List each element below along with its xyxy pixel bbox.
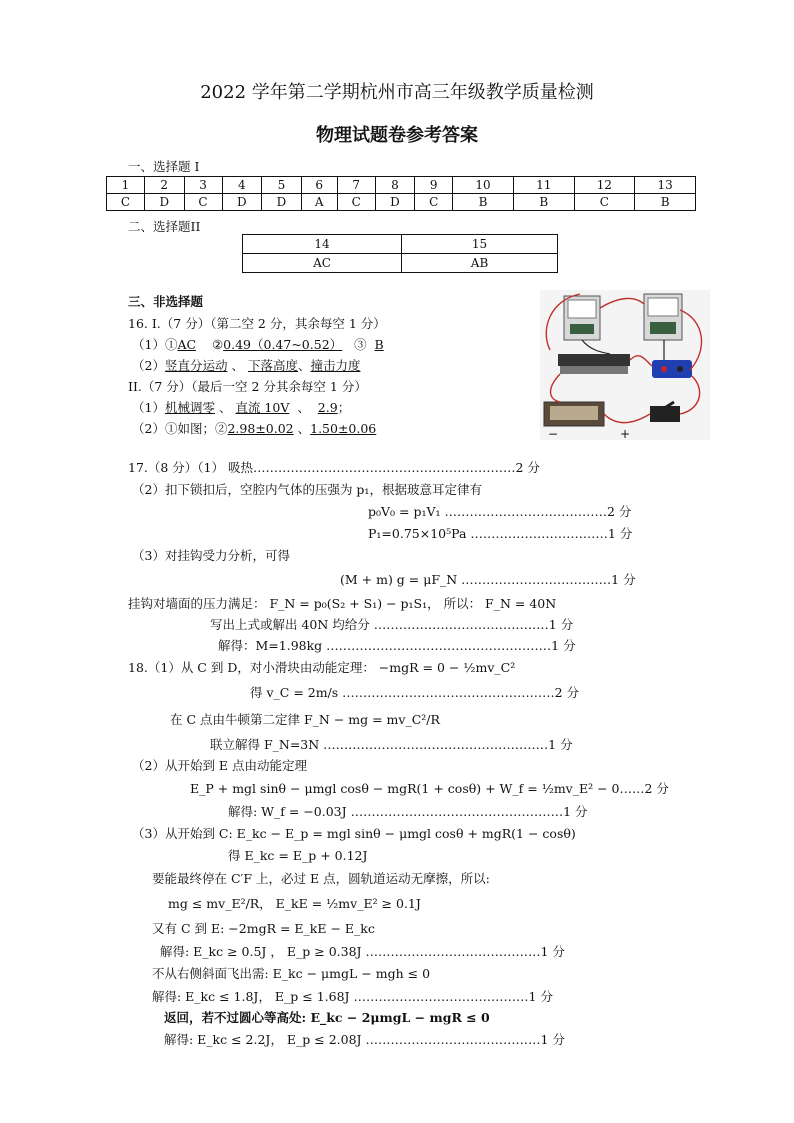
q16-line-2 (132, 335, 384, 353)
answer: 撞击力度 (310, 358, 361, 373)
q18-line-5: （2）从开始到 E 点由动能定理 (132, 758, 308, 773)
answer: AC (177, 337, 197, 352)
table-cell: 3 (184, 177, 222, 194)
q17-line-7: 挂钩对墙面的压力满足： F_N = p₀(S₂ + S₁) − p₁S₁， 所以： F_N = 40N (128, 596, 557, 611)
answer: 竖直分运动 (164, 358, 228, 373)
answer: 2.9 (317, 400, 338, 415)
answer: 下落高度 (247, 358, 298, 373)
table-cell: 6 (301, 177, 337, 194)
page-title: 2022 学年第二学期杭州市高三年级教学质量检测 (200, 82, 594, 103)
section-1-heading: 一、选择题 I (128, 159, 200, 174)
q18-line-9: 得 E_kc = E_p + 0.12J (228, 848, 368, 863)
table-cell: 15 (402, 235, 558, 254)
text: （2）① (132, 421, 178, 436)
q17-line-9: 解得：M=1.98kg ………………………………………………1 分 (218, 638, 576, 653)
q18-line-11: mg ≤ mv_E²/R， E_kE = ½mv_E² ≥ 0.1J (168, 896, 421, 911)
table-cell: 13 (635, 177, 696, 194)
answer: 机械调零 (164, 400, 215, 415)
q17-line-5: （3）对挂钩受力分析，可得 (132, 548, 290, 563)
table-cell: AB (402, 254, 558, 273)
circuit-photo (540, 290, 710, 440)
text: ；② (202, 421, 228, 436)
section-2-heading: 二、选择题II (128, 219, 201, 234)
table-cell: 2 (144, 177, 184, 194)
table-cell: 11 (513, 177, 574, 194)
table-row-answers (107, 194, 696, 211)
table-cell: C (337, 194, 375, 211)
table-cell: D (262, 194, 302, 211)
minus-label: − (548, 427, 559, 440)
page-subtitle: 物理试题卷参考答案 (316, 125, 478, 146)
text: 、 (297, 358, 311, 373)
q17-line-2: （2）扣下锁扣后，空腔内气体的压强为 p₁，根据玻意耳定律有 (132, 482, 482, 497)
table-cell: 10 (453, 177, 514, 194)
q17-line-4: P₁=0.75×10⁵Pa ……………………………1 分 (368, 526, 633, 541)
q17-line-3: p₀V₀ = p₁V₁ …………………………………2 分 (368, 504, 632, 519)
table-cell: AC (243, 254, 402, 273)
q16-line-6 (132, 419, 376, 437)
table-cell: C (574, 194, 635, 211)
table-cell: B (453, 194, 514, 211)
q18-line-4: 联立解得 F_N=3N ………………………………………………1 分 (210, 737, 573, 752)
q18-line-8: （3）从开始到 C: E_kc − E_p = mgl sinθ − μmgl cosθ + mgR(1 − cosθ) (132, 826, 576, 841)
q16-line-4: II.（7 分）（最后一空 2 分其余每空 1 分） (128, 379, 367, 394)
q18-line-12: 又有 C 到 E: −2mgR = E_kE − E_kc (152, 921, 375, 936)
table-row-numbers (107, 177, 696, 194)
table-cell: C (184, 194, 222, 211)
q18-line-13: 解得: E_kc ≥ 0.5J ， E_p ≥ 0.38J ……………………………………1 分 (160, 944, 565, 959)
table-row-answers (243, 254, 558, 273)
answer: 1.50±0.06 (310, 421, 377, 436)
table-cell: 12 (574, 177, 635, 194)
text: （1）① (132, 337, 178, 352)
answer: 0.49（0.47~0.52） (223, 337, 343, 352)
q18-line-6: E_P + mgl sinθ − μmgl cosθ − mgR(1 + cosθ) + W_f = ½mv_E² − 0……2 分 (190, 781, 669, 796)
text: ② (211, 337, 224, 352)
table-cell: D (222, 194, 262, 211)
q18-line-14: 不从右侧斜面飞出需: E_kc − μmgL − mgh ≤ 0 (152, 966, 431, 981)
table-cell: C (107, 194, 145, 211)
table-row-numbers (243, 235, 558, 254)
plus-label: + (620, 427, 631, 440)
table-cell: D (144, 194, 184, 211)
q16-line-3 (132, 356, 361, 374)
table-cell: 1 (107, 177, 145, 194)
text: 、 (297, 400, 310, 415)
q18-line-16: 返回，若不过圆心等高处: E_kc − 2μmgL − mgR ≤ 0 (164, 1010, 490, 1025)
table-cell: C (415, 194, 453, 211)
q16-line-5 (132, 398, 350, 416)
text: 如图 (177, 421, 203, 436)
text: ； (337, 400, 351, 415)
answer: B (374, 337, 384, 352)
answer-table-2 (242, 234, 558, 273)
text: 、 (218, 400, 232, 415)
q18-line-3: 在 C 点由牛顿第二定律 F_N − mg = mv_C²/R (170, 712, 440, 727)
table-cell: 5 (262, 177, 302, 194)
q18-line-10: 要能最终停在 C′F 上，必过 E 点，圆轨道运动无摩擦，所以: (152, 871, 490, 886)
q17-line-8: 写出上式或解出 40N 均给分 ……………………………………1 分 (210, 617, 574, 632)
q18-line-7: 解得: W_f = −0.03J ……………………………………………1 分 (228, 804, 588, 819)
answer: 直流 10V (235, 400, 290, 415)
text: 、 (231, 358, 244, 373)
q17-line-1: 17.（8 分）（1） 吸热………………………………………………………2 分 (128, 460, 540, 475)
text: 、 (297, 421, 311, 436)
q18-line-15: 解得: E_kc ≤ 1.8J， E_p ≤ 1.68J ……………………………………1 分 (152, 989, 553, 1004)
table-cell: 7 (337, 177, 375, 194)
section-3-heading: 三、非选择题 (128, 294, 204, 309)
q18-line-2: 得 v_C = 2m/s ……………………………………………2 分 (250, 685, 580, 700)
table-cell: 9 (415, 177, 453, 194)
table-cell: 14 (243, 235, 402, 254)
q18-line-1: 18.（1）从 C 到 D，对小滑块由动能定理： −mgR = 0 − ½mv_C² (128, 660, 516, 675)
q16-line-1: 16. I.（7 分）（第二空 2 分，其余每空 1 分） (128, 316, 386, 331)
table-cell: 8 (375, 177, 415, 194)
answer: 2.98±0.02 (227, 421, 294, 436)
q18-line-17: 解得: E_kc ≤ 2.2J， E_p ≤ 2.08J ……………………………………1 分 (164, 1032, 565, 1047)
table-cell: B (635, 194, 696, 211)
table-cell: B (513, 194, 574, 211)
table-cell: 4 (222, 177, 262, 194)
table-cell: A (301, 194, 337, 211)
text: ③ (354, 337, 367, 352)
text: （2） (132, 358, 165, 373)
text: （1） (132, 400, 165, 415)
table-cell: D (375, 194, 415, 211)
answer-table-1 (106, 176, 696, 211)
q17-line-6: (M + m) g = μF_N ………………………………1 分 (340, 572, 636, 587)
